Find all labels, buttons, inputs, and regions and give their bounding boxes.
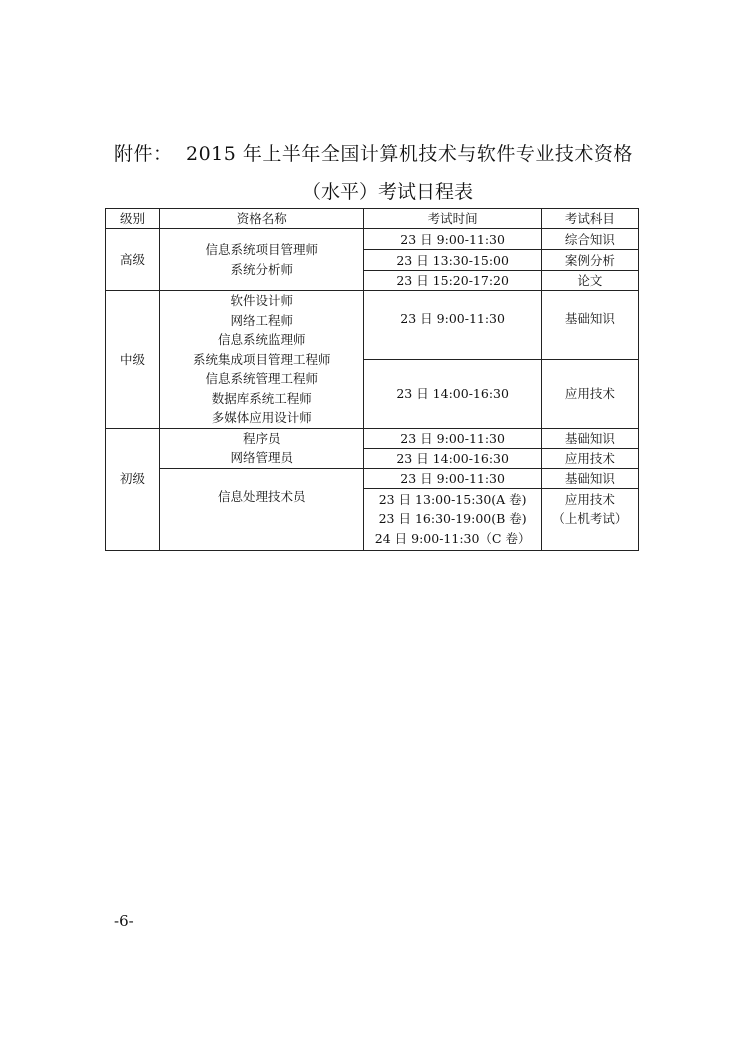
- exam-time: 23 日 9:00-11:30: [364, 468, 541, 488]
- table-row: [106, 229, 639, 250]
- table-row: [106, 428, 639, 448]
- title-text: 2015 年上半年全国计算机技术与软件专业技术资格: [186, 143, 633, 165]
- attachment-prefix: 附件：: [114, 143, 173, 165]
- exam-schedule-table: [105, 208, 639, 551]
- exam-time: 24 日 9:00-11:30（C 卷）: [374, 530, 531, 546]
- qualification-name: 网络管理员: [230, 450, 294, 465]
- qualification-name: 软件设计师: [230, 293, 294, 308]
- page-number: -6-: [114, 912, 134, 930]
- exam-subject: 应用技术: [564, 491, 615, 507]
- qualification-name: 信息系统项目管理师: [205, 242, 319, 257]
- qualification-name: 数据库系统工程师: [211, 390, 312, 406]
- level-senior: 高级: [106, 229, 160, 291]
- junior-qualifications-group1: [160, 428, 364, 468]
- exam-time: 23 日 9:00-11:30: [364, 229, 541, 250]
- table-row: [106, 291, 639, 360]
- qualification-name: 信息系统管理工程师: [205, 371, 319, 386]
- qualification-name: 系统集成项目管理工程师: [193, 351, 331, 367]
- header-exam-subject: 考试科目: [541, 209, 638, 229]
- exam-time-multi: [364, 488, 541, 550]
- exam-subject: 基础知识: [541, 291, 638, 360]
- level-intermediate: 中级: [106, 291, 160, 429]
- qualification-name: 系统分析师: [230, 261, 294, 277]
- level-junior: 初级: [106, 428, 160, 550]
- qualification-name: 多媒体应用设计师: [211, 410, 312, 425]
- document-title-line1: [114, 139, 674, 166]
- header-exam-time: 考试时间: [364, 209, 541, 229]
- exam-time: 23 日 13:00-15:30(A 卷): [378, 491, 527, 507]
- exam-time: 23 日 14:00-16:30: [364, 359, 541, 428]
- qualification-name: 程序员: [243, 430, 281, 446]
- senior-qualifications: [160, 229, 364, 291]
- exam-subject: 应用技术: [541, 359, 638, 428]
- exam-time: 23 日 9:00-11:30: [364, 428, 541, 448]
- qualification-name: 信息处理技术员: [160, 468, 364, 550]
- exam-time: 23 日 13:30-15:00: [364, 250, 541, 271]
- exam-subject: 综合知识: [541, 229, 638, 250]
- header-qualification: 资格名称: [160, 209, 364, 229]
- table-row: [106, 468, 639, 488]
- exam-time: 23 日 14:00-16:30: [364, 448, 541, 468]
- exam-subject: 基础知识: [541, 468, 638, 488]
- exam-subject-multi: [541, 488, 638, 550]
- qualification-name: 信息系统监理师: [218, 332, 306, 347]
- exam-subject: 基础知识: [541, 428, 638, 448]
- exam-subject: 应用技术: [541, 448, 638, 468]
- intermediate-qualifications: [160, 291, 364, 429]
- exam-time: 23 日 9:00-11:30: [364, 291, 541, 360]
- document-title-line2: （水平）考试日程表: [301, 181, 473, 203]
- exam-time: 23 日 16:30-19:00(B 卷): [378, 511, 527, 527]
- exam-subject: 论文: [541, 271, 638, 291]
- exam-subject-note: （上机考试）: [552, 511, 628, 526]
- exam-time: 23 日 15:20-17:20: [364, 271, 541, 291]
- header-level: 级别: [106, 209, 160, 229]
- table-header-row: [106, 209, 639, 229]
- exam-subject: 案例分析: [541, 250, 638, 271]
- qualification-name: 网络工程师: [230, 312, 294, 328]
